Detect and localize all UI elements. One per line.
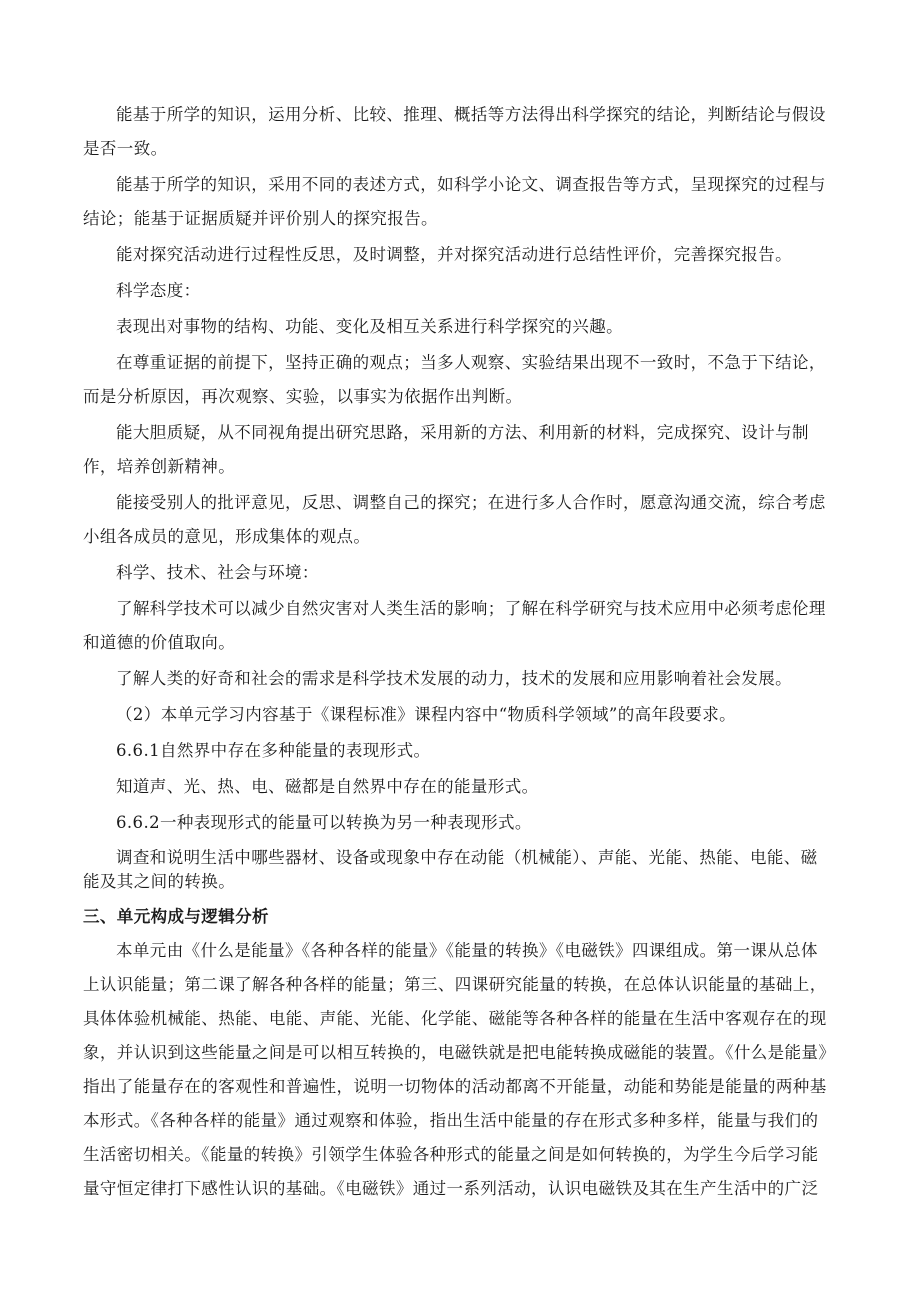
paragraph: 能大胆质疑，从不同视角提出研究思路，采用新的方法、利用新的材料，完成探究、设计与制作，培养创新精神。 [83, 423, 809, 476]
paragraph: 能对探究活动进行过程性反思，及时调整，并对探究活动进行总结性评价，完善探究报告。 [116, 245, 792, 264]
paragraph: 能基于所学的知识，运用分析、比较、推理、概括等方法得出科学探究的结论，判断结论与假设是否一致。 [83, 105, 826, 158]
paragraph: 能基于所学的知识，采用不同的表述方式，如科学小论文、调查报告等方式，呈现探究的过程与结论；能基于证据质疑并评价别人的探究报告。 [83, 175, 826, 228]
paragraph: 能接受别人的批评意见，反思、调整自己的探究；在进行多人合作时，愿意沟通交流，综合考虑小组各成员的意见，形成集体的观点。 [83, 493, 826, 546]
paragraph: （2）本单元学习内容基于《课程标准》课程内容中“物质科学领域”的高年段要求。 [116, 705, 737, 724]
paragraph: 了解人类的好奇和社会的需求是科学技术发展的动力，技术的发展和应用影响着社会发展。 [116, 669, 792, 688]
paragraph: 表现出对事物的结构、功能、变化及相互关系进行科学探究的兴趣。 [116, 317, 623, 336]
section-paragraph: 本单元由《什么是能量》《各种各样的能量》《能量的转换》《电磁铁》四课组成。第一课从总体上认识能量；第二课了解各种各样的能量；第三、四课研究能量的转换，在总体认识能量的基础上，具体体验机械能、热能、电能、声能、光能、化学能、磁能等各种各样的能量在生活中客观存在的现象，并认识到这些能量之间是可以相互转换的，电磁铁就是把电能转换成磁能的装置。《什么是能量》指出了能量存在的客观性和普遍性，说明一切物体的活动都离不开能量，动能和势能是能量的两种基本形式。《各种各样的能量》通过观察和体验，指出生活中能量的存在形式多种多样，能量与我们的生活密切相关。《能量的转换》引领学生体验各种形式的能量之间是如何转换的，为学生今后学习能量守恒定律打下感性认识的基础。《电磁铁》通过一系列活动，认识电磁铁及其在生产生活中的广泛 [83, 941, 827, 1198]
subheading-sts-environment: 科学、技术、社会与环境： [116, 563, 319, 582]
paragraph: 在尊重证据的前提下，坚持正确的观点；当多人观察、实验结果出现不一致时，不急于下结论，而是分析原因，再次观察、实验，以事实为依据作出判断。 [83, 353, 826, 406]
section-heading: 三、单元构成与逻辑分析 [83, 907, 269, 926]
paragraph: 知道声、光、热、电、磁都是自然界中存在的能量形式。 [116, 777, 539, 796]
paragraph: 6.6.2一种表现形式的能量可以转换为另一种表现形式。 [116, 813, 532, 832]
paragraph: 了解科学技术可以减少自然灾害对人类生活的影响；了解在科学研究与技术应用中必须考虑伦理和道德的价值取向。 [83, 599, 826, 652]
paragraph: 调查和说明生活中哪些器材、设备或现象中存在动能（机械能）、声能、光能、热能、电能、磁能及其之间的转换。 [83, 848, 818, 891]
subheading-scientific-attitude: 科学态度： [116, 281, 201, 300]
document-page [83, 98, 828, 1206]
paragraph: 6.6.1自然界中存在多种能量的表现形式。 [116, 741, 431, 760]
